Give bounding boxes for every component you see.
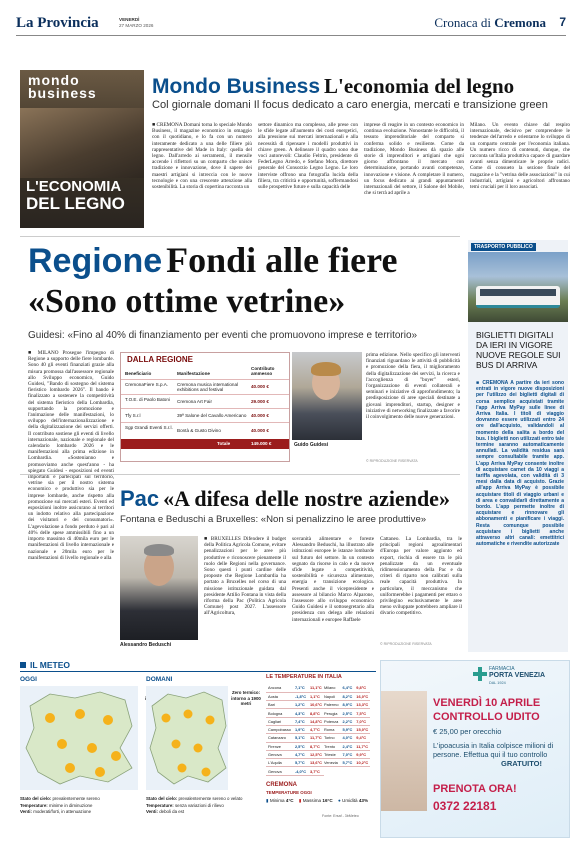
temp-max: 7,0°C — [354, 717, 370, 725]
table-cell-manifestazione: Cremona Art Fair — [177, 399, 212, 404]
temperature-row — [322, 709, 370, 717]
table-total-value: 149.000 € — [251, 441, 272, 446]
farmacia-cross-icon — [473, 667, 487, 681]
mondo-col-3: imprese di reagire in un contesto economico in continua evoluzione. Nonostante le difficoltà, il tessuto imprenditoriale del comparto si conferma solido e resiliente. Come da tradizione, Mondo Business dà spazio alle storie di imprenditori e artigiani che ogni giorno affrontano il mercato con determinazione, portando avanti competenze, innovazione e visione. A completare il numero, un focus dedicato ai grandi appuntamenti internazionali del settore, il Salone del Mobile, che si terrà ad aprile a — [364, 122, 464, 197]
cover-mast-mondo: mondo — [28, 72, 80, 88]
regione-col-3: prima edizione. Nello specifico gli interventi finanziati riguardano le attività di pubblicità e promozione della fiera, il miglioramento della digitalizzazione dei servizi, la ricerca e l'accoglienza di "buyer" esteri, l'organizzazione di eventi collaterali e seminari e iniziative di approfondimento; la predisposizione di aree speciali destinate a giovani imprenditori, startup, designer e iniziative di networking finalizzate a favorire il coinvolgimento delle nuove generazioni. — [366, 352, 460, 421]
city-name: Milano — [322, 684, 341, 692]
city-name: Napoli — [322, 692, 341, 700]
thermometer-icon: ▮ — [266, 798, 269, 803]
section-prefix: Cronaca di — [434, 15, 491, 30]
mondo-col-1: ■ CREMONA Domani torna lo speciale Mondo Business, il magazine economico in omaggio con il quotidiano, e lo fa con un numero interamente dedicato a una delle filiere più rappresentative del Made in Italy: quella del legno. Dall'arredo ai serramenti, il mensile accende i riflettori su un comparto che unisce tradizione e innovazione, dove il sapere dei maestri artigiani si intreccia con le nuove tecnologie e con una crescente attenzione alla sostenibilità. La storia di copertina racconta un — [152, 122, 252, 191]
mondo-title: L'economia del legno — [324, 74, 515, 98]
temperature-row — [266, 750, 324, 758]
table-row — [121, 422, 289, 438]
ad-phone: 0372 22181 — [433, 799, 497, 813]
city-name: Venezia — [322, 759, 341, 767]
temp-max: 11,1°C — [308, 684, 324, 692]
temp-max: 11,7°C — [308, 734, 324, 742]
beduschi-photo — [120, 536, 198, 640]
table-cell-manifestazione: Bontà & Gusto Divino — [177, 428, 221, 433]
table-title: DALLA REGIONE — [127, 355, 193, 364]
temp-max: 13,6°C — [310, 760, 322, 766]
temp-min: 5,9°C — [342, 727, 353, 733]
table-total-bar — [121, 439, 289, 449]
temperature-row — [266, 767, 324, 775]
temperature-row — [322, 684, 370, 692]
table-cell-manifestazione: 39ª Salone del Cavallo Americano — [177, 413, 247, 418]
header-day: VENERDÌ — [119, 17, 140, 22]
legend-row: Temperature: senza variazioni di rilievo — [146, 802, 224, 808]
ad-cta: PRENOTA ORA! — [433, 783, 517, 795]
newspaper-logo: La Provincia — [16, 15, 99, 31]
temp-min: -4,0°C — [294, 768, 307, 774]
cremona-sublabel: TEMPERATURE OGGI — [266, 790, 312, 795]
temperature-row — [322, 750, 370, 758]
temps-box — [266, 674, 376, 834]
legend-row: Stato del cielo: prevalentemente sereno o velato — [146, 796, 243, 801]
regione-headline — [28, 240, 468, 288]
city-name: Perugia — [322, 709, 341, 717]
temperature-row — [322, 717, 370, 725]
regione-col-1: ■ MILANO Prosegue l'impegno di Regione a supporto delle fiere lombarde. Sono 40 gli eventi finanziati grazie alla misura promossa dall'assessore regionale allo Sviluppo economico, Guido Guidesi, "Bando di sostegno del sistema fieristico lombardo 2026". Il bando è finalizzato a sostenere la competitività del sistema fieristico della Lombardia, supportando la promozione e l'animazione delle manifestazioni, lo sviluppo dell'internazionalizzazione e della digitalizzazione dei servizi offerti. Il contributo sostiene gli eventi di livello internazionale, nazionale e regionale del calendario lombardo 2026 e le manifestazioni alla prima edizione in Lombardia. «Sostenianno e promuoviamo anche quest'anno - ha spiegato Guidesi - esposizioni ed eventi importanti e partecipati sul territorio, vetrine sia per il nostro sistema economico e produttivo sia per le imprese lombarde, anche rispetto alla promozione sui mercati esteri. Eventi ed esposizioni inoltre assicurano ai territori un indotto relativo alla partecipazione dei visitatori e dei consumatori». L'agevolazione a fondo perduto è pari al 40% delle spese ammissibili fino a un importo massimo di 40mila euro per le manifestazioni di livello internazionale e nazionale e 20mila euro per le manifestazioni di livello regionale e alla — [28, 350, 114, 561]
temperature-row — [266, 734, 324, 742]
pac-rule — [20, 474, 460, 475]
temperature-row — [322, 742, 370, 750]
table-header-contributo: Contributo ammesso — [251, 366, 275, 376]
temp-min: 5,7°C — [342, 760, 353, 766]
city-name: Campobasso — [268, 727, 291, 733]
page-header — [16, 15, 566, 33]
bus-window-strip — [480, 289, 556, 296]
meteo-zero-tomorrow: Zero termico: intorno a 1900 metri — [231, 690, 261, 706]
regione-title-2: «Sono ottime vetrine» — [28, 283, 346, 320]
regione-kicker: Regione — [28, 242, 163, 280]
thermometer-icon: ▮ — [298, 798, 302, 803]
table-header-manifestazione: Manifestazione — [177, 371, 210, 376]
temp-min: -1,8°C — [294, 693, 307, 699]
table-cell-contributo: 29.000 € — [251, 399, 269, 404]
magazine-cover — [20, 70, 144, 228]
temp-max: 12,5°C — [310, 752, 322, 758]
meteo-source: Fonte: Ersaf - 3bMeteo — [322, 814, 359, 818]
farmacia-brand-3: DAL 1924 — [489, 681, 506, 685]
temp-max: 9,4°C — [354, 734, 370, 742]
temperature-row — [322, 692, 370, 700]
city-name: Torino — [322, 734, 341, 742]
temp-max: 9,9°C — [354, 750, 370, 758]
temp-min: 4,7°C — [293, 750, 308, 758]
temp-min: 2,5°C — [293, 742, 308, 750]
regione-subhead: Guidesi: «Fino al 40% di finanziamento per eventi che promuovono imprese e territorio» — [28, 330, 418, 341]
lombardia-map-tomorrow — [146, 686, 228, 790]
table-cell-beneficiario: T.O.E. di Paolo Batoni — [125, 397, 170, 402]
city-name: Genova — [266, 750, 293, 758]
cover-workshop-image — [20, 108, 144, 178]
regione-credit: © RIPRODUZIONE RISERVATA — [366, 459, 418, 463]
meteo-title: IL METEO — [30, 660, 70, 670]
temp-max: 3,7°C — [308, 767, 324, 775]
temp-min: 1,2°C — [293, 701, 308, 709]
temp-max: 1,1°C — [308, 692, 324, 700]
guidesi-hair-shape — [311, 362, 341, 376]
table-row — [121, 408, 289, 422]
ad-body: L'ipoacusia in Italia colpisce milioni di persone. Effettua qui il tuo controllo — [433, 741, 554, 759]
temps-title: LE TEMPERATURE IN ITALIA — [266, 674, 342, 680]
ad-gratuito: GRATUITO! — [501, 759, 542, 768]
meteo-map-tomorrow — [146, 686, 228, 790]
legend-row: Stato del cielo: prevalentemente sereno — [20, 796, 100, 801]
city-name: Catanzaro — [266, 734, 293, 742]
header-rule — [16, 35, 566, 36]
temp-min: 7,4°C — [293, 717, 308, 725]
table-row — [121, 379, 289, 394]
transport-tag: TRASPORTO PUBBLICO — [471, 243, 536, 251]
city-name: Aosta — [266, 692, 293, 700]
temp-max: 13,3°C — [356, 702, 369, 708]
temperature-row — [266, 684, 324, 692]
temps-table-right — [322, 684, 370, 767]
temperature-row — [266, 701, 324, 709]
table-cell-beneficiario: Tfy S.r.l — [125, 413, 141, 418]
cremona-label: CREMONA — [266, 782, 297, 788]
city-name: Cagliari — [266, 717, 293, 725]
temp-max: 16,0°C — [356, 693, 369, 699]
ad-date: VENERDÌ 10 APRILE — [433, 697, 541, 709]
pac-col-2: sovranità alimentare e foreste Alessandro Beduschi, ha illustrato alle istituzioni europee le istanze lombarde sul futuro del settore. In un contesto segnato da risorse in calo e da nuove sfide legate a competitività, sostenibilità e sicurezza alimentare, energia e transizione ecologica. Presenti anche il vicepresidente e assessore al bilancio Marco Alparone, l'assessore allo sviluppo economico Guido Guidesi e il sottosegretario alla presidenza con delega alle relazioni internazionali e europee Raffaele — [292, 536, 374, 623]
meteo-today-label: OGGI — [20, 676, 37, 683]
temp-max: 15,0°C — [356, 727, 369, 733]
pac-col-1: ■ BRUXELLES Difendere il budget della Politica Agricola Comune, evitare penalizzazioni per le aree più produttive e riconoscere pienamente il ruolo delle Regioni nella governance. Sono questi i punti cardine delle proposte che Regione Lombardia ha portato a Bruxelles nel corso di una missione istituzionale guidata dal presidente Attilio Fontana in vista della riforma della Pac (Politica Agricola Comune) post 2027. L'assessore all'Agricoltura, — [204, 536, 286, 617]
temp-max: 9,8°C — [354, 684, 370, 692]
temp-min: 2,5°C — [342, 710, 353, 716]
temp-max: 8,8°C — [308, 709, 324, 717]
temp-min: 4,0°C — [342, 735, 353, 741]
temperature-row — [322, 759, 370, 767]
table-cell-manifestazione: Cremona musica international exhibitions and festival — [177, 382, 239, 392]
temp-min: 5,7°C — [293, 759, 308, 767]
section-city: Cremona — [494, 15, 546, 30]
temperature-row — [322, 725, 370, 733]
meteo-title-row — [20, 660, 376, 672]
mondo-col-4: Milano. Un evento chiave dal respiro internazionale, decisivo per comprendere le tendenze dell'arredo e orientarne lo sviluppo di un comparto centrale per l'economia italiana. Un numero ricco di contenuti, dunque, che racconta un'Italia produttiva capace di guardare avanti senza dimenticare le proprie radici. Come di consueto la sezione finale del magazine e la "vetrina delle associazioni" in cui industriali, artigiani e agricoltori affrontano temi cruciali per il loro associati. — [470, 122, 570, 191]
temperature-row — [322, 734, 370, 742]
transport-body: ■ CREMONA A partire da ieri sono entrati in vigore nuove disposizioni per l'utilizzo dei biglietti digitali di corsa semplice acquistati tramite l'app Arriva MyPay sulle linee di Arriva Italia. I titoli di viaggio dovranno essere utilizzati entro 24 ore dall'acquisto, validandoli al momento della salita a bordo del bus. I biglietti non utilizzati entro tale termine saranno automaticamente annullati. La validità residua sarà sempre consultabile tramite app. L'app Arriva MyPay consente inoltre di acquistare carnet da 10 viaggi a tariffa agevolata, con validità di 3 mesi dalla data di acquisto. Grazie all'app Arriva MyPay è possibile acquistare titoli di viaggio urbani e di area e convalidarli direttamente a bordo. L'app permette inoltre di acquistare e rinnovare gli abbonamenti e pianificare i viaggi. Resta comunque possibile acquistare i biglietti anche attraverso altri canali: emettitrici automatiche e rivendite autorizzate — [476, 380, 564, 548]
pac-credit: © RIPRODUZIONE RISERVATA — [380, 642, 432, 646]
temperature-row — [266, 692, 324, 700]
meteo-legend-today — [20, 796, 144, 816]
temperature-row — [266, 725, 324, 733]
transport-box — [468, 240, 568, 652]
section-rule — [20, 236, 460, 237]
legend-row: Venti: moderati/forti, in attenuazione — [20, 809, 92, 814]
page-number: 7 — [559, 15, 566, 29]
temp-max: 14,8°C — [310, 718, 322, 724]
mondo-subhead: Col giornale domani Il focus dedicato a caro energia, mercati e transizione green — [152, 99, 548, 111]
farmacia-brand-2: PORTA VENEZIA — [489, 672, 546, 679]
legend-row: Venti: deboli da est — [146, 809, 185, 814]
regione-title-1: Fondi alle fiere — [166, 240, 398, 280]
mondo-kicker: Mondo Business — [152, 75, 321, 98]
city-name: Genova — [266, 767, 293, 775]
temp-min: 7,1°C — [293, 684, 308, 692]
table-cell-contributo: 40.000 € — [251, 428, 269, 433]
temperature-row — [322, 701, 370, 709]
guidesi-photo — [292, 352, 362, 440]
bus-photo — [468, 252, 568, 322]
temp-max: 10,6°C — [310, 702, 322, 708]
temp-min: 6,4°C — [342, 685, 353, 691]
pac-kicker: Pac — [120, 486, 160, 511]
temperature-row — [266, 759, 324, 767]
meteo-legend-tomorrow — [146, 796, 268, 816]
cover-title-2: DEL LEGNO — [26, 194, 125, 213]
woman-photo — [381, 691, 427, 811]
temp-max: 4,7°C — [308, 725, 324, 733]
cremona-readings: ▮ Minima 4°C ▮ Massima 16°C ● Umidità 43% — [266, 798, 369, 803]
farmacia-ad — [380, 660, 570, 838]
legend-row: Temperature: minime in diminuzione — [20, 802, 93, 808]
temp-max: 11,7°C — [354, 742, 370, 750]
meteo-square-icon — [20, 662, 26, 668]
cover-title-1: L'ECONOMIA — [26, 178, 122, 195]
header-date: 27 MARZO 2026 — [119, 23, 154, 28]
beduschi-hair-shape — [144, 544, 174, 556]
temperature-row — [266, 709, 324, 717]
city-name: Bologna — [266, 709, 293, 717]
regione-table — [120, 352, 290, 462]
city-name: Roma — [322, 725, 341, 733]
city-name: Firenze — [266, 742, 293, 750]
table-cell-contributo: 40.000 € — [251, 413, 269, 418]
city-name: Potenza — [322, 717, 341, 725]
pac-subhead: Fontana e Beduschi a Bruxelles: «Non si penalizzino le aree produttive» — [120, 514, 427, 525]
temp-min: 5,1°C — [293, 734, 308, 742]
pac-col-3: Cattaneo. La Lombardia, tra le principali regioni agroalimentari d'Europa per valore aggiunto ed export, rischia di essere tra le più penalizzate da un eventuale ridimensionamento della Pac e da criteri di riparto non calibrati sulla reale capacità produttiva. In particolare, il meccanismo che uniformerebbe i pagamenti per ettaro o privilegino esclusivamente le aree meno sviluppate potrebbero ampliare il divario competitivo. — [380, 536, 462, 617]
city-name: Trento — [322, 742, 341, 750]
lombardia-map-today — [20, 686, 138, 790]
table-cell-beneficiario: CremonaFiere S.p.A. — [125, 382, 169, 387]
meteo-section — [20, 660, 376, 838]
temp-min: 1,9°C — [293, 725, 308, 733]
temp-min: 2,4°C — [342, 743, 353, 749]
beduschi-caption: Alessandro Beduschi — [120, 642, 172, 648]
table-row — [121, 394, 289, 408]
pac-title: «A difesa delle nostre aziende» — [163, 486, 450, 511]
temperature-row — [266, 717, 324, 725]
meteo-tomorrow-label: DOMANI — [146, 676, 173, 683]
ad-service: CONTROLLO UDITO — [433, 711, 540, 723]
city-name: Trieste — [322, 750, 341, 758]
city-name: Ancona — [266, 684, 293, 692]
table-cell-contributo: 40.000 € — [251, 384, 269, 389]
farmacia-brand-1: FARMACIA — [489, 666, 515, 672]
table-cell-beneficiario: Sgp Grandi Eventi S.r.l. — [125, 425, 173, 430]
temp-max: 10,2°C — [356, 760, 369, 766]
city-name: L'Aquila — [266, 759, 293, 767]
pac-headline — [120, 486, 468, 512]
city-name: Palermo — [324, 702, 339, 708]
temp-max: 7,5°C — [354, 709, 370, 717]
temperature-row — [266, 742, 324, 750]
temp-min: 2,2°C — [342, 718, 353, 724]
cover-mast-business: business — [28, 85, 97, 101]
temp-min: 8,9°C — [342, 702, 353, 708]
section-title — [434, 15, 546, 31]
humidity-icon: ● — [337, 798, 341, 803]
temp-min: 8,2°C — [342, 693, 353, 699]
city-name: Bari — [266, 701, 293, 709]
guidesi-caption: Guido Guidesi — [294, 442, 329, 448]
transport-headline: BIGLIETTI DIGITALI DA IERI IN VIGORE NUOVE REGOLE SUI BUS DI ARRIVA — [476, 330, 561, 370]
ad-price: € 25,00 per orecchio — [433, 727, 502, 736]
mondo-col-2: settore dinamico ma complesso, alle prese con le sfide legate all'aumento dei costi energetici, alla pressione sui mercati internazionali e alla necessità di ripensare i modelli produttivi in chiave green. A delineare il quadro sono due voci autorevoli: Claudio Feltrin, presidente di FederLegno Arredo, e Stefano Mora, direttore generale del Consorzio Legno Legno. Le loro interviste offrono una fotografia lucida della filiera, tra criticità e opportunità, soffermandosi sulle prospettive future e sulla capacità delle — [258, 122, 358, 191]
meteo-map-today — [20, 686, 138, 790]
table-total-label: Totale — [217, 441, 231, 446]
table-header-beneficiario: Beneficiario — [125, 371, 152, 376]
temp-min: 4,3°C — [293, 709, 308, 717]
mondo-headline — [152, 74, 572, 99]
temp-max: 8,7°C — [308, 742, 324, 750]
temps-table-left — [266, 684, 324, 776]
temp-min: 7,0°C — [342, 752, 353, 758]
